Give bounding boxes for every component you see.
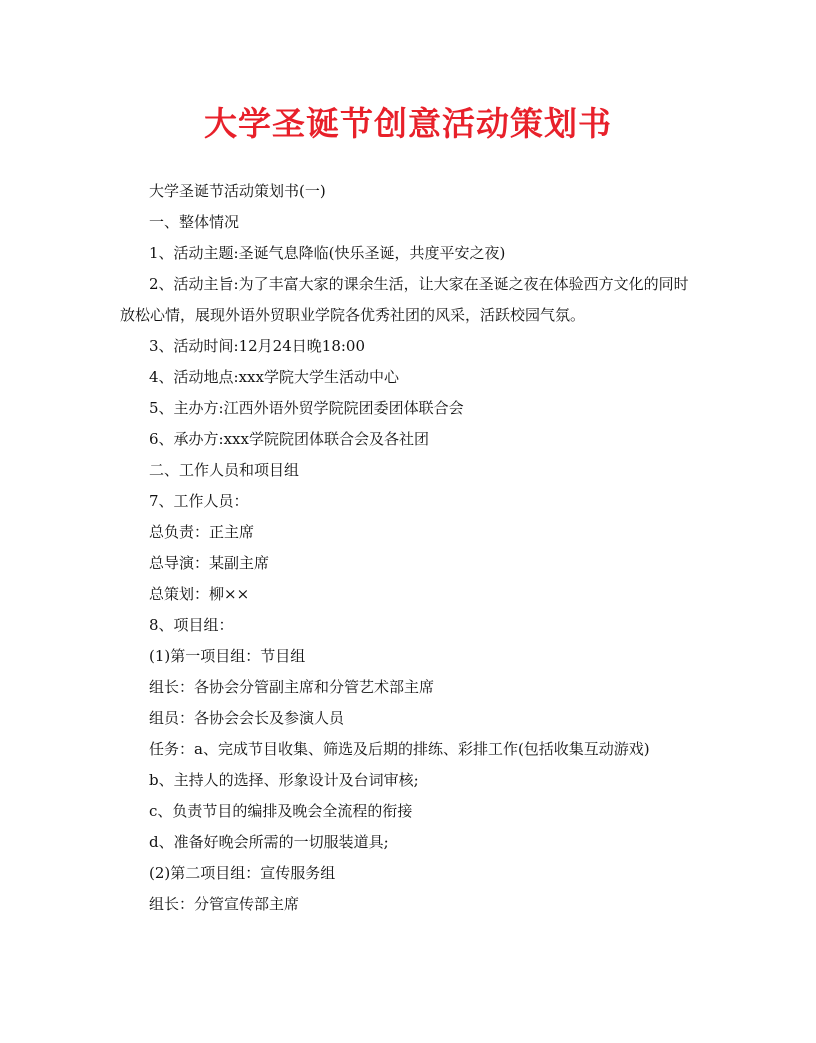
document-title: 大学圣诞节创意活动策划书 (204, 104, 612, 143)
paragraph-line: b、主持人的选择、形象设计及台词审核; (149, 771, 419, 789)
paragraph-line: 总导演：某副主席 (149, 554, 270, 572)
paragraph-line: 组长：分管宣传部主席 (149, 895, 300, 913)
paragraph-line: 1、活动主题:圣诞气息降临(快乐圣诞，共度平安之夜) (149, 244, 506, 262)
paragraph-line: d、准备好晚会所需的一切服装道具; (149, 833, 389, 851)
paragraph-line: 组员：各协会会长及参演人员 (149, 709, 345, 727)
paragraph-line: 7、工作人员： (149, 492, 249, 510)
paragraph-line: 2、活动主旨:为了丰富大家的课余生活，让大家在圣诞之夜在体验西方文化的同时放松心情，展现外语外贸职业学院各优秀社团的风采，活跃校园气氛。 (120, 275, 689, 324)
paragraph-line: 3、活动时间:12月24日晚18:00 (149, 337, 365, 355)
paragraph-line: 大学圣诞节活动策划书(一) (149, 182, 326, 200)
paragraph-line: 总负责：正主席 (149, 523, 255, 541)
paragraph-line: 总策划：柳×× (149, 585, 250, 603)
paragraph-line: (1)第一项目组：节目组 (149, 647, 306, 665)
paragraph-line: 8、项目组： (149, 616, 234, 634)
paragraph-line: 4、活动地点:xxx学院大学生活动中心 (149, 368, 399, 386)
paragraph-line: 6、承办方:xxx学院院团体联合会及各社团 (149, 430, 429, 448)
document-body (120, 176, 700, 920)
paragraph-line: 一、整体情况 (149, 213, 240, 231)
paragraph-line: 二、工作人员和项目组 (149, 461, 300, 479)
paragraph-line: 5、主办方:江西外语外贸学院院团委团体联合会 (149, 399, 464, 417)
paragraph-line: 任务：a、完成节目收集、筛选及后期的排练、彩排工作(包括收集互动游戏) (149, 740, 650, 758)
paragraph-line: 组长：各协会分管副主席和分管艺术部主席 (149, 678, 435, 696)
paragraph-line: (2)第二项目组：宣传服务组 (149, 864, 336, 882)
paragraph-line: c、负责节目的编排及晚会全流程的衔接 (149, 802, 413, 820)
